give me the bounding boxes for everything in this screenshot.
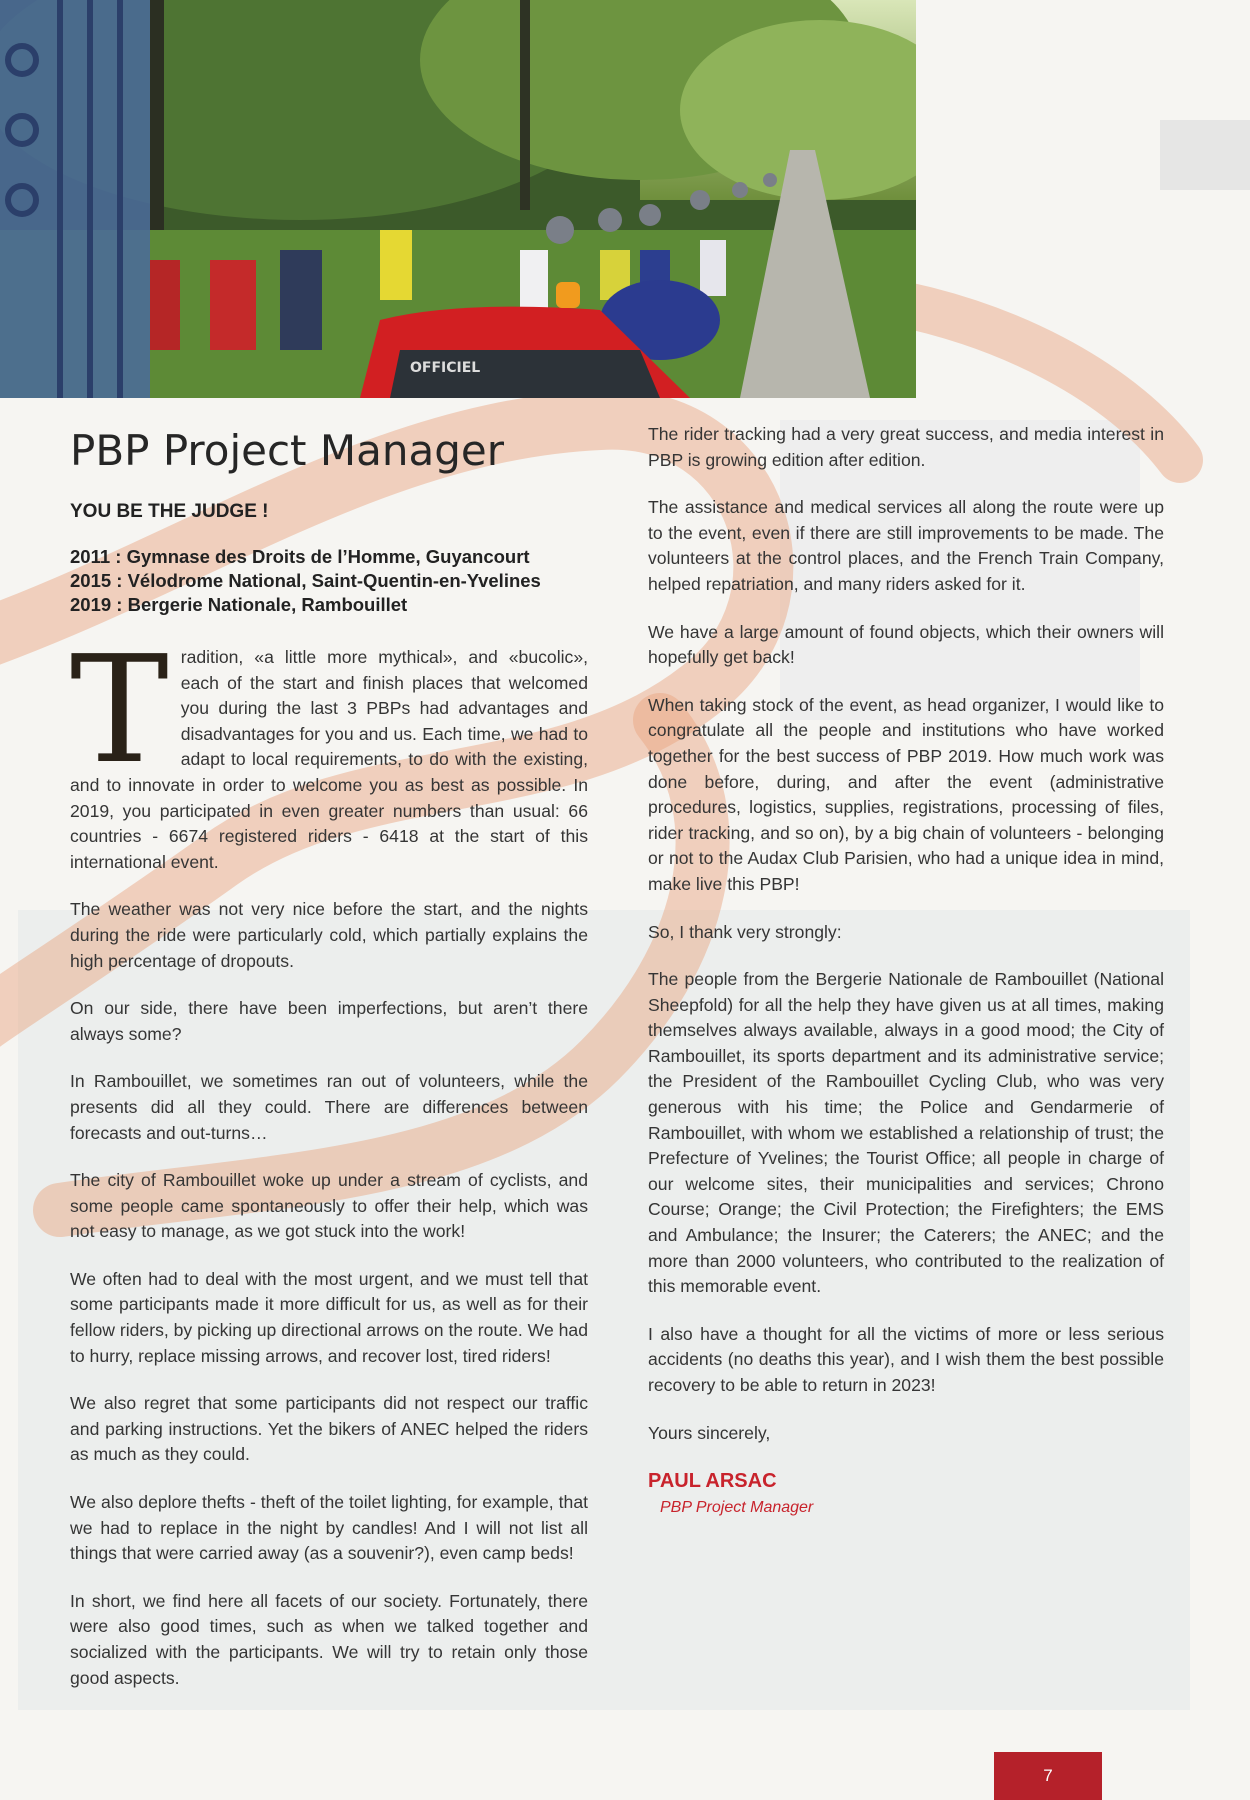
page-number: 7 xyxy=(994,1752,1102,1800)
left-paragraph: The weather was not very nice before the start, and the nights during the ride were particularly cold, which partially explains the high percentage of dropouts. xyxy=(70,899,588,971)
right-paragraph: The assistance and medical services all along the route were up to the event, even if there are still improvements to be made. The volunteers at the control places, and the French Train Company, helped repatriation, and many riders asked for it. xyxy=(648,497,1164,594)
left-paragraph: On our side, there have been imperfections, but aren’t there always some? xyxy=(70,998,588,1044)
venue-2011: 2011 : Gymnase des Droits de l’Homme, Guyancourt xyxy=(70,546,530,567)
left-paragraph: In short, we find here all facets of our society. Fortunately, there were also good times, such as when we talked together and socialized with the participants. We will try to retain only those good aspects. xyxy=(70,1590,588,1688)
right-paragraph: When taking stock of the event, as head organizer, I would like to congratulate all the people and institutions who have worked together for the best success of PBP 2019. How much work was done before, during, and after the event (administrative procedures, logistics, supplies, registrations, processing of files, rider tracking, and so on), by a big chain of volunteers - belonging or not to the Audax Club Parisien, who had a unique idea in mind, make live this PBP! xyxy=(648,694,1164,894)
right-paragraph: The rider tracking had a very great success, and media interest in PBP is growing edition after edition. xyxy=(648,424,1164,470)
right-paragraph: So, I thank very strongly: xyxy=(648,921,842,942)
signer-name: PAUL ARSAC xyxy=(648,1470,777,1493)
left-paragraph: We also deplore thefts - theft of the toilet lighting, for example, that we had to replace in the night by candles! And I will not list all things that were carried away (as a souvenir?), even camp beds! xyxy=(70,1492,588,1564)
left-paragraph: We also regret that some participants did not respect our traffic and parking instructions. Yet the bikers of ANEC helped the riders as much as they could. xyxy=(70,1393,588,1465)
left-column xyxy=(70,420,588,1713)
venue-2015: 2015 : Vélodrome National, Saint-Quentin-en-Yvelines xyxy=(70,570,541,591)
intro-paragraph xyxy=(70,624,588,875)
drop-cap: T xyxy=(70,624,169,796)
right-paragraph: The people from the Bergerie Nationale de Rambouillet (National Sheepfold) for all the help they have given us at all times, making themselves always available, always in a good mood; the City of Rambouillet, its sports department and its administrative service; the President of the Rambouillet Cycling Club, who was very generous with his time; the Police and Gendarmerie of Rambouillet, with whom we established a relationship of trust; the Prefecture of Yvelines; the Tourist Office; all people in charge of our welcome sites, their municipalities and services; Chrono Course; Orange; the Civil Protection; the Firefighters; the EMS and Ambulance; the Insurer; the Caterers; the ANEC; and the more than 2000 volunteers, who contributed to the realization of this memorable event. xyxy=(648,969,1164,1297)
right-column xyxy=(648,422,1164,1517)
signer-role: PBP Project Manager xyxy=(660,1499,814,1517)
article-subtitle: YOU BE THE JUDGE ! xyxy=(70,501,269,522)
venue-2019: 2019 : Bergerie Nationale, Rambouillet xyxy=(70,594,408,615)
right-paragraph: We have a large amount of found objects, which their owners will hopefully get back! xyxy=(648,621,1164,668)
article-title: PBP Project Manager xyxy=(70,426,504,475)
cyclists-photo xyxy=(0,0,916,398)
left-paragraph: In Rambouillet, we sometimes ran out of volunteers, while the presents did all they could. There are differences between forecasts and out-turns… xyxy=(70,1071,588,1143)
intro-text: radition, «a little more mythical», and «bucolic», each of the start and finish places that welcomed you during the last 3 PBPs had advantages and disadvantages for you and us. Each time, we had to adapt to local requirements, to do with the existing, and to innovate in order to welcome you as best as possible. In 2019, you participated in even greater numbers than usual: 66 countries - 6674 registered riders - 6418 at the start of this international event. xyxy=(70,647,588,872)
right-paragraph: I also have a thought for all the victims of more or less serious accidents (no deaths this year), and I wish them the best possible recovery to be able to return in 2023! xyxy=(648,1323,1164,1395)
car-sign-text: OFFICIEL xyxy=(410,360,481,376)
photo-illustration xyxy=(0,0,916,398)
left-paragraph: The city of Rambouillet woke up under a stream of cyclists, and some people came spontaneously to offer their help, which was not easy to manage, as we got stuck into the work! xyxy=(70,1170,588,1242)
closing-line: Yours sincerely, xyxy=(648,1422,771,1443)
left-paragraph: We often had to deal with the most urgent, and we must tell that some participants made it more difficult for us, as well as for their fellow riders, by picking up directional arrows on the route. We had to hurry, replace missing arrows, and recover lost, tired riders! xyxy=(70,1268,588,1366)
venue-list xyxy=(70,545,588,617)
